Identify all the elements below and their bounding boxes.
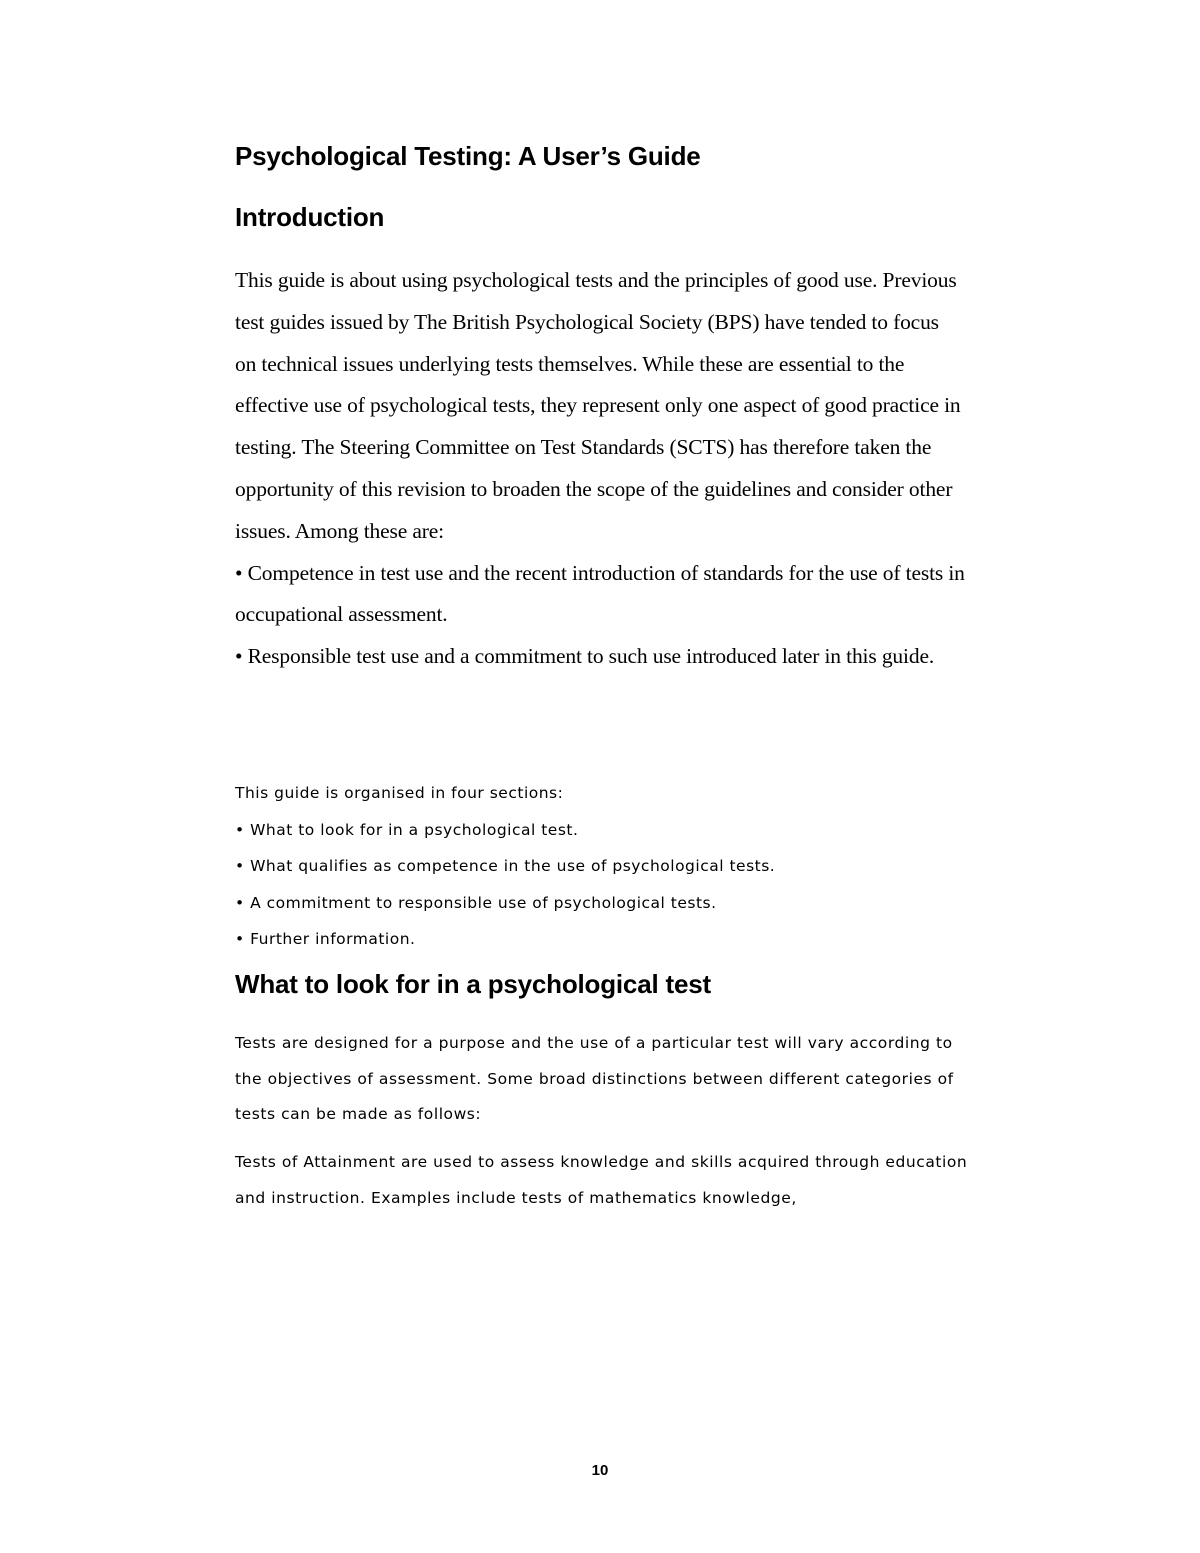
introduction-body — [235, 260, 965, 678]
list-item: • What qualifies as competence in the use of psychological tests. — [235, 857, 776, 876]
list-item: • A commitment to responsible use of psychological tests. — [235, 893, 717, 912]
what-to-look-for-heading: What to look for in a psychological test — [235, 969, 711, 999]
list-item: • What to look for in a psychological test. — [235, 820, 579, 839]
intro-bullet-competence: • Competence in test use and the recent introduction of standards for the use of tests in occupational assessment. — [235, 560, 965, 627]
tests-of-attainment-paragraph: Tests of Attainment are used to assess knowledge and skills acquired through education and instruction. Examples include tests of mathematics knowledge, — [235, 1153, 968, 1207]
sections-list — [235, 775, 965, 958]
tests-purpose-paragraph: Tests are designed for a purpose and the use of a particular test will vary according to the objectives of assessment. Some broad distinctions between different categories of tests can be made as follows: — [235, 1034, 954, 1123]
intro-bullet-responsible-use: • Responsible test use and a commitment to such use introduced later in this guide. — [235, 644, 935, 669]
page-number: 10 — [591, 1462, 609, 1479]
introduction-paragraph: This guide is about using psychological tests and the principles of good use. Previous test guides issued by The British Psychological Society (BPS) have tended to focus on technical issues underlying tests themselves. While these are essential to the effective use of psychological tests, they represent only one aspect of good practice in testing. The Steering Committee on Test Standards (SCTS) has therefore taken the opportunity of this revision to broaden the scope of the guidelines and consider other issues. Among these are: — [235, 268, 961, 543]
sections-intro: This guide is organised in four sections: — [235, 784, 564, 802]
introduction-heading: Introduction — [235, 202, 385, 232]
document-title: Psychological Testing: A User’s Guide — [235, 141, 701, 171]
list-item: • Further information. — [235, 930, 416, 949]
